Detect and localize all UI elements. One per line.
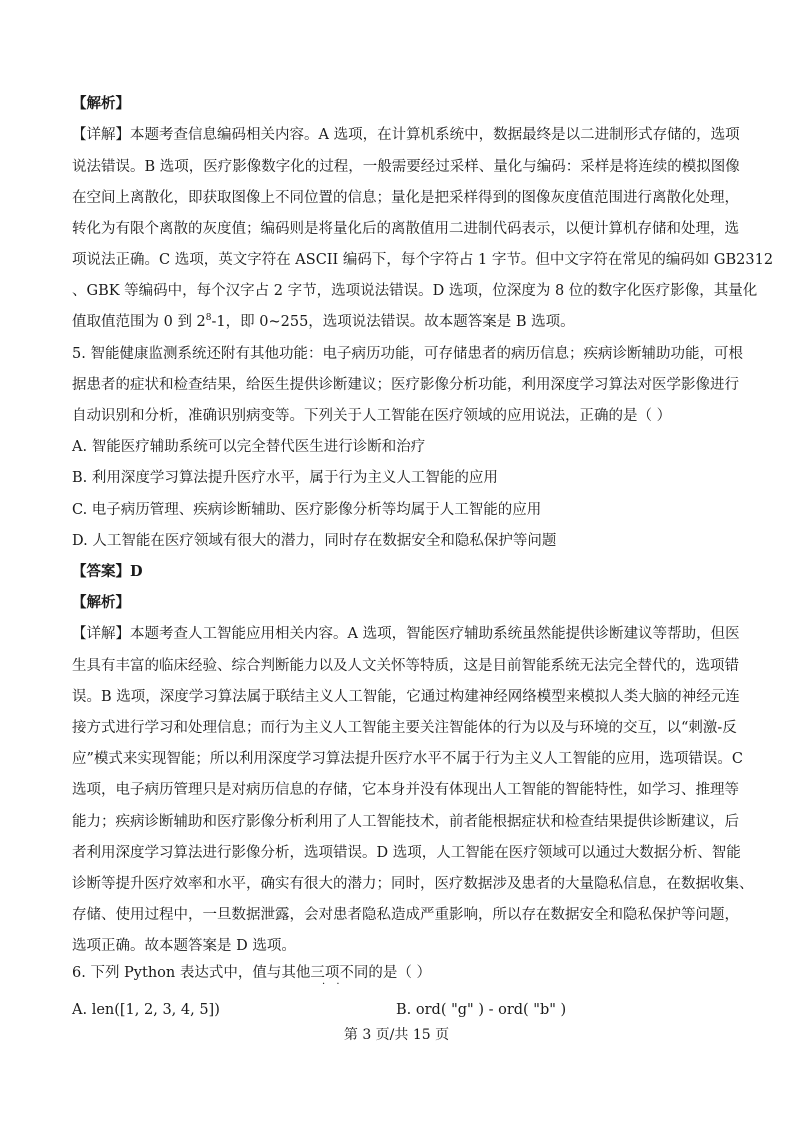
- question-5-line-3: 自动识别和分析，准确识别病变等。下列关于人工智能在医疗领域的应用说法，正确的是（ ）: [72, 408, 672, 424]
- detail-2-line-3: 误。B 选项，深度学习算法属于联结主义人工智能，它通过构建神经网络模型来模拟人类大脑的神经元连: [72, 689, 740, 705]
- question-6-option-a: A. len([1, 2, 3, 4, 5]): [72, 1002, 220, 1018]
- detail-1-line-7-b: -1，即 0~255，选项说法错误。故本题答案是 B 选项。: [211, 314, 575, 330]
- detail-1-line-4: 转化为有限个离散的灰度值；编码则是将量化后的离散值用二进制代码表示，以便计算机存储和处理，选: [72, 221, 739, 237]
- detail-1-line-7: [72, 312, 732, 332]
- detail-2-line-8: 者利用深度学习算法进行影像分析，选项错误。D 选项，人工智能在医疗领域可以通过大数据分析、智能: [72, 845, 741, 861]
- page-footer: 第 3 页/共 15 页: [343, 1027, 450, 1043]
- question-5-option-d: D. 人工智能在医疗领域有很大的潜力，同时存在数据安全和隐私保护等问题: [72, 533, 557, 549]
- question-6: 6. 下列 Python 表达式中，值与其他三项不同的是（ ）: [72, 965, 431, 981]
- detail-1-line-1: 【详解】本题考查信息编码相关内容。A 选项，在计算机系统中，数据最终是以二进制形式存储的，选项: [72, 127, 740, 143]
- detail-2-line-1: 【详解】本题考查人工智能应用相关内容。A 选项，智能医疗辅助系统虽然能提供诊断建议等帮助，但医: [72, 626, 740, 642]
- detail-2-line-9: 诊断等提升医疗效率和水平，确实有很大的潜力；同时，医疗数据涉及患者的大量隐私信息，在数据收集、: [72, 876, 754, 892]
- exponent: 8: [205, 313, 212, 323]
- detail-1-line-6: 、GBK 等编码中，每个汉字占 2 字节，选项说法错误。D 选项，位深度为 8 位的数字化医疗影像，其量化: [72, 283, 758, 299]
- question-5-option-a: A. 智能医疗辅助系统可以完全替代医生进行诊断和治疗: [72, 439, 426, 455]
- question-5-line-1: 5. 智能健康监测系统还附有其他功能：电子病历功能，可存储患者的病历信息；疾病诊断辅助功能，可根: [72, 346, 743, 362]
- detail-2-line-7: 能力；疾病诊断辅助和医疗影像分析利用了人工智能技术，前者能根据症状和检查结果提供诊断建议，后: [72, 814, 739, 830]
- emphasis-dots: · ·: [322, 979, 344, 990]
- detail-2-line-10: 存储、使用过程中，一旦数据泄露，会对患者隐私造成严重影响，所以存在数据安全和隐私保护等问题，: [72, 907, 739, 923]
- question-5-option-b: B. 利用深度学习算法提升医疗水平，属于行为主义人工智能的应用: [72, 470, 498, 486]
- question-5-line-2: 据患者的症状和检查结果，给医生提供诊断建议；医疗影像分析功能，利用深度学习算法对医学影像进行: [72, 377, 739, 393]
- detail-2-line-2: 生具有丰富的临床经验、综合判断能力以及人文关怀等特质，这是目前智能系统无法完全替代的，选项错: [72, 658, 739, 674]
- question-6-option-b: B. ord( "g" ) - ord( "b" ): [396, 1002, 567, 1018]
- analysis-label-2: 【解析】: [72, 594, 130, 611]
- detail-1-line-2: 说法错误。B 选项，医疗影像数字化的过程，一般需要经过采样、量化与编码：采样是将连续的模拟图像: [72, 159, 740, 175]
- detail-1-line-3: 在空间上离散化，即获取图像上不同位置的信息；量化是把采样得到的图像灰度值范围进行离散化处理，: [72, 190, 739, 206]
- detail-1-line-7-a: 值取值范围为 0 到 2: [72, 314, 206, 330]
- question-5-option-c: C. 电子病历管理、疾病诊断辅助、医疗影像分析等均属于人工智能的应用: [72, 502, 542, 518]
- detail-2-line-5: 应”模式来实现智能；所以利用深度学习算法提升医疗水平不属于行为主义人工智能的应用，选项错误。C: [72, 751, 744, 767]
- detail-2-line-4: 接方式进行学习和处理信息；而行为主义人工智能主要关注智能体的行为以及与环境的交互，以“刺激-反: [72, 720, 737, 736]
- analysis-label-1: 【解析】: [72, 95, 130, 112]
- detail-2-line-6: 选项，电子病历管理只是对病历信息的存储，它本身并没有体现出人工智能的智能特性，如学习、推理等: [72, 782, 739, 798]
- detail-2-line-11: 选项正确。故本题答案是 D 选项。: [72, 938, 296, 954]
- answer-label: 【答案】D: [72, 563, 143, 580]
- detail-1-line-5: 项说法正确。C 选项，英文字符在 ASCII 编码下，每个字符占 1 字节。但中文字符在常见的编码如 GB2312: [72, 252, 774, 268]
